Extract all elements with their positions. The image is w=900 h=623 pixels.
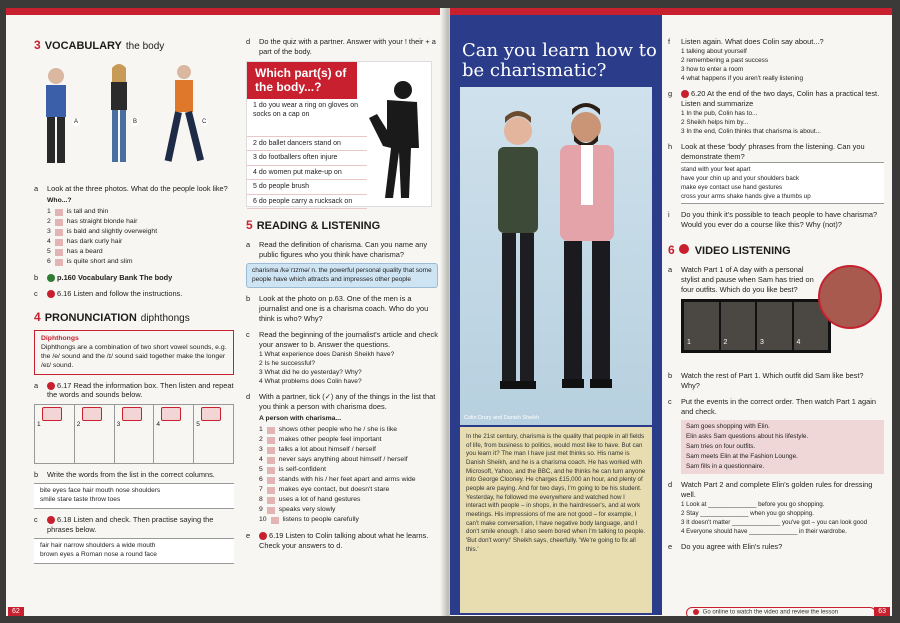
list-item: 2 has straight blonde hair [47,218,138,225]
video-task-e: e Do you agree with Elin's rules? [668,541,783,551]
left-column [34,37,234,564]
charisma-definition-box: charisma /kəˈrɪzmə/ n. the powerful personal quality that some people have which attracts and impresses other people [246,263,438,289]
list-item: 1 is tall and thin [47,208,109,215]
three-people-illustration [34,58,224,176]
quiz-heading: Which part(s) of the body...? [247,62,357,99]
list-item: 7 makes eye contact, but doesn't stare [259,486,390,494]
right-page [450,8,892,616]
word-list-box: bite eyes face hair mouth nose shoulders smile stare taste throw toes [34,483,234,509]
vocabulary-heading [34,37,234,54]
charisma-checklist [259,425,438,525]
article-title: Can you learn how to be charismatic? [462,40,657,81]
quiz-row: 6 do people carry a rucksack on [247,195,367,209]
body-silhouette-icon [365,78,429,206]
vocab-task-a: a Look at the three photos. What do the people look like? [34,183,228,193]
audio-icon[interactable] [47,516,55,524]
charisma-article [450,15,662,615]
reading-task-a: a Read the definition of charisma. Can you name any public figures who you think have charisma? [246,239,428,259]
vocab-task-b[interactable]: b p.160 Vocabulary Bank The body [34,273,173,282]
answer-box[interactable] [55,249,63,256]
list-item: 4 has dark curly hair [47,238,123,245]
reading-task-d: d With a partner, tick (✓) any of the things in the list that you think a person with charisma does. [246,392,436,412]
who-list [47,207,234,267]
vocabulary-bank-icon [47,274,55,282]
sound-picture-icon [122,407,142,421]
grid-column[interactable]: 1 [35,405,75,463]
quiz-row: 4 do women put make-up on [247,166,367,180]
pronunciation-heading: 4 PRONUNCIATION diphthongs [34,309,190,324]
f-items: 1 talking about yourself 2 remembering a past success 3 how to enter a room 4 what happens if you aren't really listening [681,47,804,82]
task-g: g 6.20 At the end of the two days, Colin has a practical test. Listen and summarize [668,88,880,108]
grid-column[interactable]: 5 [194,405,233,463]
events-list: Sam goes shopping with Elin. Elin asks Sam questions about his lifestyle. Sam tries on four outfits. Sam meets Elin at the Fashion Lounge. Sam fills in a questionnaire. [681,420,884,474]
two-men-photo [460,87,652,425]
article-photo [460,87,652,425]
task-text: Look at the three photos. What do the people look like? [47,183,228,193]
section-subtitle: the body [125,41,165,52]
video-frame[interactable]: 3 [757,302,792,350]
quiz-row: 3 do footballers often injure [247,151,367,165]
list-item: 8 uses a lot of hand gestures [259,496,361,504]
right-page-column [668,37,884,552]
video-area [668,299,884,369]
audio-icon[interactable] [47,290,55,298]
grid-column[interactable]: 3 [115,405,155,463]
photo-label-b: B [133,118,138,125]
answer-box[interactable] [55,229,63,236]
vocabulary-photos [34,58,234,178]
tick-box[interactable] [271,517,279,524]
quiz-row: 1 do you wear a ring on gloves on socks on a cap on [247,99,367,137]
list-item: 10 listens to people carefully [259,516,359,524]
video-task-d: d Watch Part 2 and complete Elin's golden rules for dressing well. [668,479,873,499]
answer-box[interactable] [55,219,63,226]
list-item: 9 speaks very slowly [259,506,336,514]
article-body: In the 21st century, charisma is the quality that people in all fields of life, from business to politics, would most like to have. But can you learn it? The man I have just met thinks so. His name is Danish Sheikh, and he is a charisma coach. He has worked with Microsoft, Yahoo, and the BBC, and he thinks he can turn anyone into George Clooney. He charges £15,000 an hour, and plenty of people are paying. And for two days, I'm going to be his student. Yesterday, he followed me everywhere and watched how I interact with people – in shops, in the hairdresser's, and at work meetings. His impressions of me are not good – for example, I can't make conversation, I have negative body language, and I don't smile enough. I also seem bored when I'm talking to people. 'But don't worry!' Sheikh says, cheerfully. 'We're going to fix all this.' [460,427,652,613]
list-item: 4 never says anything about himself / herself [259,456,408,464]
page-number: 62 [8,607,24,616]
tick-box[interactable] [267,507,275,514]
grid-column[interactable]: 4 [154,405,194,463]
task-f: f Listen again. What does Colin say about...? [668,37,824,46]
sound-picture-icon [42,407,62,421]
tick-box[interactable] [267,457,275,464]
left-page [6,8,446,616]
golden-rules: 1 Look at ______________ before you go shopping. 2 Stay ______________ when you go shopping. 3 It doesn't matter ______________ you've got – you can look good 4 Everyone should have ______________ in their wardrobe. [681,500,868,535]
presenter-avatar [818,265,882,329]
page-number: 63 [874,607,890,616]
play-icon [693,609,699,615]
phrase-list-box: fair hair narrow shoulders a wide mouth brown eyes a Roman nose a round face [34,538,234,564]
reading-task-c: c Read the beginning of the journalist's article and check your answer to b. Answer the questions. [246,330,438,350]
pron-task-c: c 6.18 Listen and check. Then practise saying the phrases below. [34,515,214,535]
list-item: 6 stands with his / her feet apart and arms wide [259,476,416,484]
vocab-task-c: c 6.16 Listen and follow the instructions. [34,288,183,298]
body-phrases-box: stand with your feet apart have your chin up and your shoulders back make eye contact use hand gestures cross your arms shake hands give a thumbs up [681,162,884,204]
tick-box[interactable] [267,427,275,434]
video-frame[interactable]: 1 [684,302,719,350]
sound-picture-icon [201,407,221,421]
photo-label-a: A [74,118,79,125]
tick-box[interactable] [267,477,275,484]
list-item: 1 shows other people who he / she is like [259,426,398,434]
video-frame[interactable]: 4 [794,302,829,350]
task-i: i Do you think it's possible to teach people to have charisma? Would you ever do a course like this? Why (not)? [668,209,878,229]
video-heading: 6 VIDEO LISTENING [668,242,791,257]
quiz-row: 5 do people brush [247,180,367,194]
video-frame[interactable]: 2 [721,302,756,350]
list-item: 5 has a beard [47,248,103,255]
checklist-heading: A person with charisma... [259,415,342,423]
video-task-c: c Put the events in the correct order. Then watch Part 1 again and check. [668,396,877,416]
video-task-b: b Watch the rest of Part 1. Which outfit did Sam like best? Why? [668,370,864,390]
answer-box[interactable] [55,259,63,266]
list-item: 2 makes other people feel important [259,436,382,444]
answer-box[interactable] [55,209,63,216]
diphthongs-info-box: Diphthongs Diphthongs are a combination of two short vowel sounds, e.g. the /e/ sound and the /ɪ/ sound said together make the longer /eɪ/ sound. [34,330,234,375]
pron-task-a: a 6.17 Read the information box. Then listen and repeat the words and sounds below. [34,380,234,400]
audio-icon[interactable] [259,532,267,540]
section-title: VOCABULARY [44,40,122,52]
quiz-task-d: d Do the quiz with a partner. Answer with your ! their + a part of the body. [246,37,436,56]
task-h: h Look at these 'body' phrases from the listening. Can you demonstrate them? [668,141,865,161]
answer-box[interactable] [55,239,63,246]
sound-picture-icon [161,407,181,421]
reading-heading: 5 READING & LISTENING [246,217,381,232]
tick-box[interactable] [267,437,275,444]
video-task-a: a Watch Part 1 of A day with a personal stylist and pause when Sam has tried on four outfits. Which do you like best? [668,264,814,294]
tick-box[interactable] [267,497,275,504]
photo-label-c: C [202,118,207,125]
audio-icon[interactable] [47,382,55,390]
list-item: 3 talks a lot about himself / herself [259,446,376,454]
quiz-row: 2 do ballet dancers stand on [247,137,367,151]
list-item: 5 is self-confident [259,466,327,474]
grid-column[interactable]: 2 [75,405,115,463]
g-items: 1 In the pub, Colin has to... 2 Sheikh helps him by... 3 In the end, Colin thinks that charisma is about... [681,109,821,135]
audio-icon[interactable] [681,90,689,98]
reading-questions: 1 What experience does Danish Sheikh have? 2 Is he successful? 3 What did he do yesterday? Why? 4 What problems does Colin have? [259,351,395,386]
pron-task-b: b Write the words from the list in the correct columns. [34,470,215,480]
photo-caption: Colin Drury and Danish Sheikh [464,415,540,421]
sound-picture-icon [82,407,102,421]
left-page-right-column [246,37,438,551]
quiz-rows [247,99,367,209]
list-item: 6 is quite short and slim [47,258,133,265]
reading-task-e: e 6.19 Listen to Colin talking about what he learns. Check your answers to d. [246,531,429,551]
play-icon[interactable] [679,244,689,254]
reading-task-b: b Look at the photo on p.63. One of the men is a journalist and one is a charisma coach. Who do you think is who? Why? [246,294,429,324]
online-link[interactable]: Go online to watch the video and review the lesson [686,607,876,616]
sounds-grid [34,404,234,464]
tick-box[interactable] [267,467,275,474]
tick-box[interactable] [267,487,275,494]
section-number: 3 [34,38,41,52]
outfit-frames[interactable] [681,299,831,353]
tick-box[interactable] [267,447,275,454]
list-item: 3 is bald and slightly overweight [47,228,158,235]
body-quiz-card [246,61,432,207]
who-label: Who...? [47,196,72,204]
